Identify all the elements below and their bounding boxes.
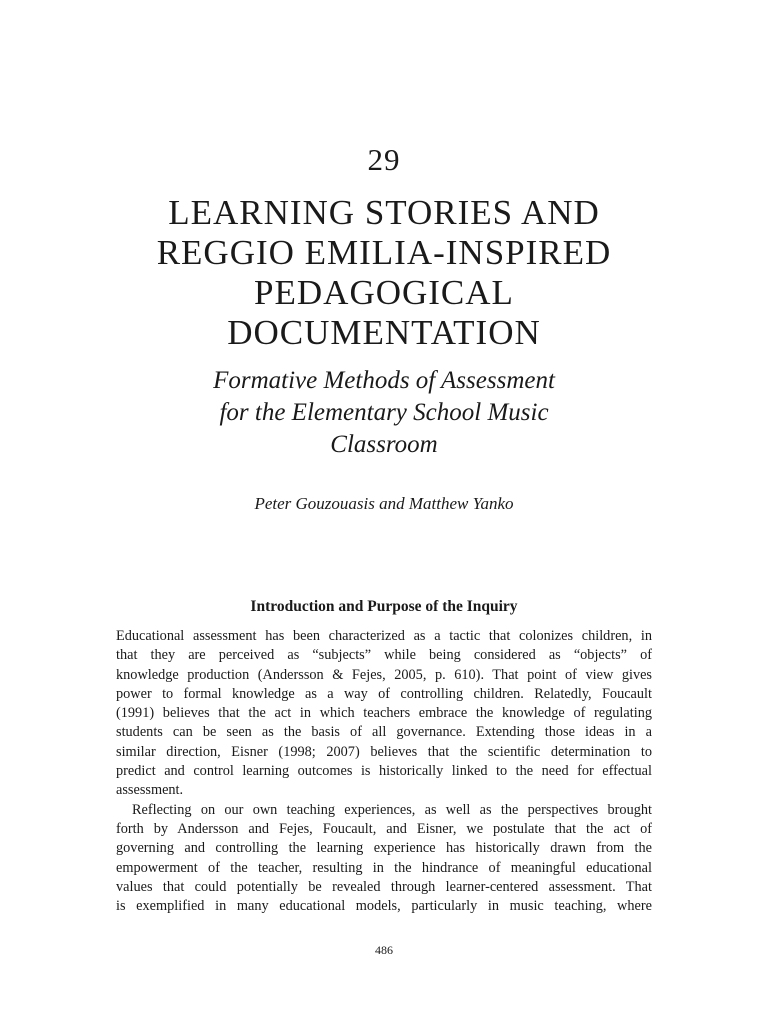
body-line: empowerment of the teacher, resulting in the hindrance of meaningful educational: [116, 859, 652, 876]
body-text: [116, 627, 652, 916]
body-line: similar direction, Eisner (1998; 2007) believes that the scientific determination to: [116, 743, 652, 760]
body-line: (1991) believes that the act in which teachers embrace the knowledge of regulating: [116, 705, 652, 722]
chapter-title-line: DOCUMENTATION: [227, 313, 541, 352]
chapter-title-line: PEDAGOGICAL: [254, 273, 514, 312]
body-line: values that could potentially be revealed through learner-centered assessment. That: [116, 878, 652, 895]
body-line: is exemplified in many educational models, particularly in music teaching, where: [116, 898, 652, 915]
section-heading: Introduction and Purpose of the Inquiry: [250, 598, 518, 615]
body-line: Reflecting on our own teaching experiences, as well as the perspectives brought: [132, 801, 652, 818]
chapter-subtitle-line: Classroom: [330, 431, 438, 458]
chapter-title: [100, 193, 668, 353]
body-line: Educational assessment has been characterized as a tactic that colonizes children, in: [116, 628, 652, 644]
chapter-title-line: LEARNING STORIES AND: [168, 193, 600, 232]
body-line: knowledge production (Andersson & Fejes, 2005, p. 610). That point of view gives: [116, 666, 652, 683]
chapter-title-line: REGGIO EMILIA-INSPIRED: [156, 233, 612, 272]
chapter-subtitle-line: Formative Methods of Assessment: [213, 367, 555, 394]
chapter-number: 29: [367, 142, 401, 177]
page-number: 486: [375, 943, 393, 957]
body-line: governing and controlling the learning experience has historically drawn from the: [116, 840, 652, 857]
body-line: forth by Andersson and Fejes, Foucault, and Eisner, we postulate that the act of: [116, 820, 652, 837]
body-line: predict and control learning outcomes is historically linked to the need for effectual: [116, 763, 652, 780]
body-line: assessment.: [116, 782, 184, 799]
chapter-authors: Peter Gouzouasis and Matthew Yanko: [254, 494, 514, 513]
chapter-subtitle-line: for the Elementary School Music: [219, 399, 549, 426]
body-line: that they are perceived as “subjects” while being considered as “objects” of: [116, 647, 652, 664]
body-line: power to formal knowledge as a way of controlling children. Relatedly, Foucault: [116, 685, 652, 702]
body-line: students can be seen as the basis of all governance. Extending those ideas in a: [116, 724, 652, 741]
chapter-subtitle: [120, 365, 648, 461]
